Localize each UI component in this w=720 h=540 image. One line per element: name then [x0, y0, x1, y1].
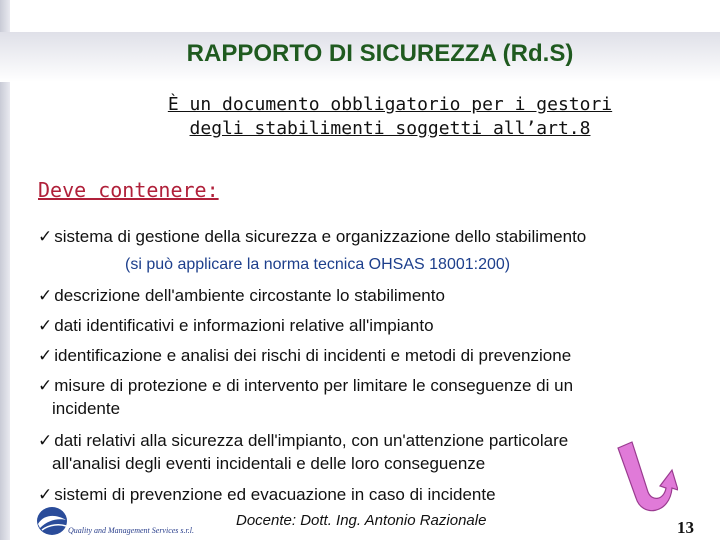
- checkmark-icon: ✓: [38, 431, 53, 450]
- list-item-continuation: incidente: [52, 399, 121, 418]
- list-item: ✓ descrizione dell'ambiente circostante lo stabilimento: [38, 286, 445, 305]
- checkmark-icon: ✓: [38, 485, 53, 504]
- checkmark-icon: ✓: [38, 227, 53, 246]
- list-item: ✓ misure di protezione e di intervento per limitare le conseguenze di un: [38, 376, 574, 395]
- page-number: 13: [677, 518, 694, 537]
- list-item: ✓ dati relativi alla sicurezza dell'impianto, con un'attenzione particolare: [38, 431, 569, 450]
- logo-text: Quality and Management Services s.r.l.: [68, 526, 194, 535]
- slide-subtitle: [60, 93, 720, 141]
- subtitle-line-2: degli stabilimenti soggetti all’art.8: [189, 118, 591, 139]
- footer-author: Docente: Dott. Ing. Antonio Razionale: [236, 512, 487, 529]
- list-item: ✓ identificazione e analisi dei rischi di incidenti e metodi di prevenzione: [38, 346, 572, 365]
- slide-title: RAPPORTO DI SICUREZZA (Rd.S): [186, 40, 574, 67]
- list-item-continuation: all'analisi degli eventi incidentali e delle loro conseguenze: [52, 454, 486, 473]
- subtitle-line-1: È un documento obbligatorio per i gestori: [167, 94, 613, 115]
- list-item: ✓ dati identificativi e informazioni relative all'impianto: [38, 316, 434, 335]
- list-item: ✓ sistemi di prevenzione ed evacuazione in caso di incidente: [38, 485, 496, 504]
- section-heading: Deve contenere:: [38, 178, 219, 202]
- checkmark-icon: ✓: [38, 346, 53, 365]
- checkmark-icon: ✓: [38, 286, 53, 305]
- list-item: ✓ sistema di gestione della sicurezza e organizzazione dello stabilimento: [38, 227, 587, 246]
- curved-arrow-icon: [608, 440, 678, 520]
- note-text: (si può applicare la norma tecnica OHSAS 18001:200): [125, 256, 511, 273]
- checkmark-icon: ✓: [38, 376, 53, 395]
- checkmark-icon: ✓: [38, 316, 53, 335]
